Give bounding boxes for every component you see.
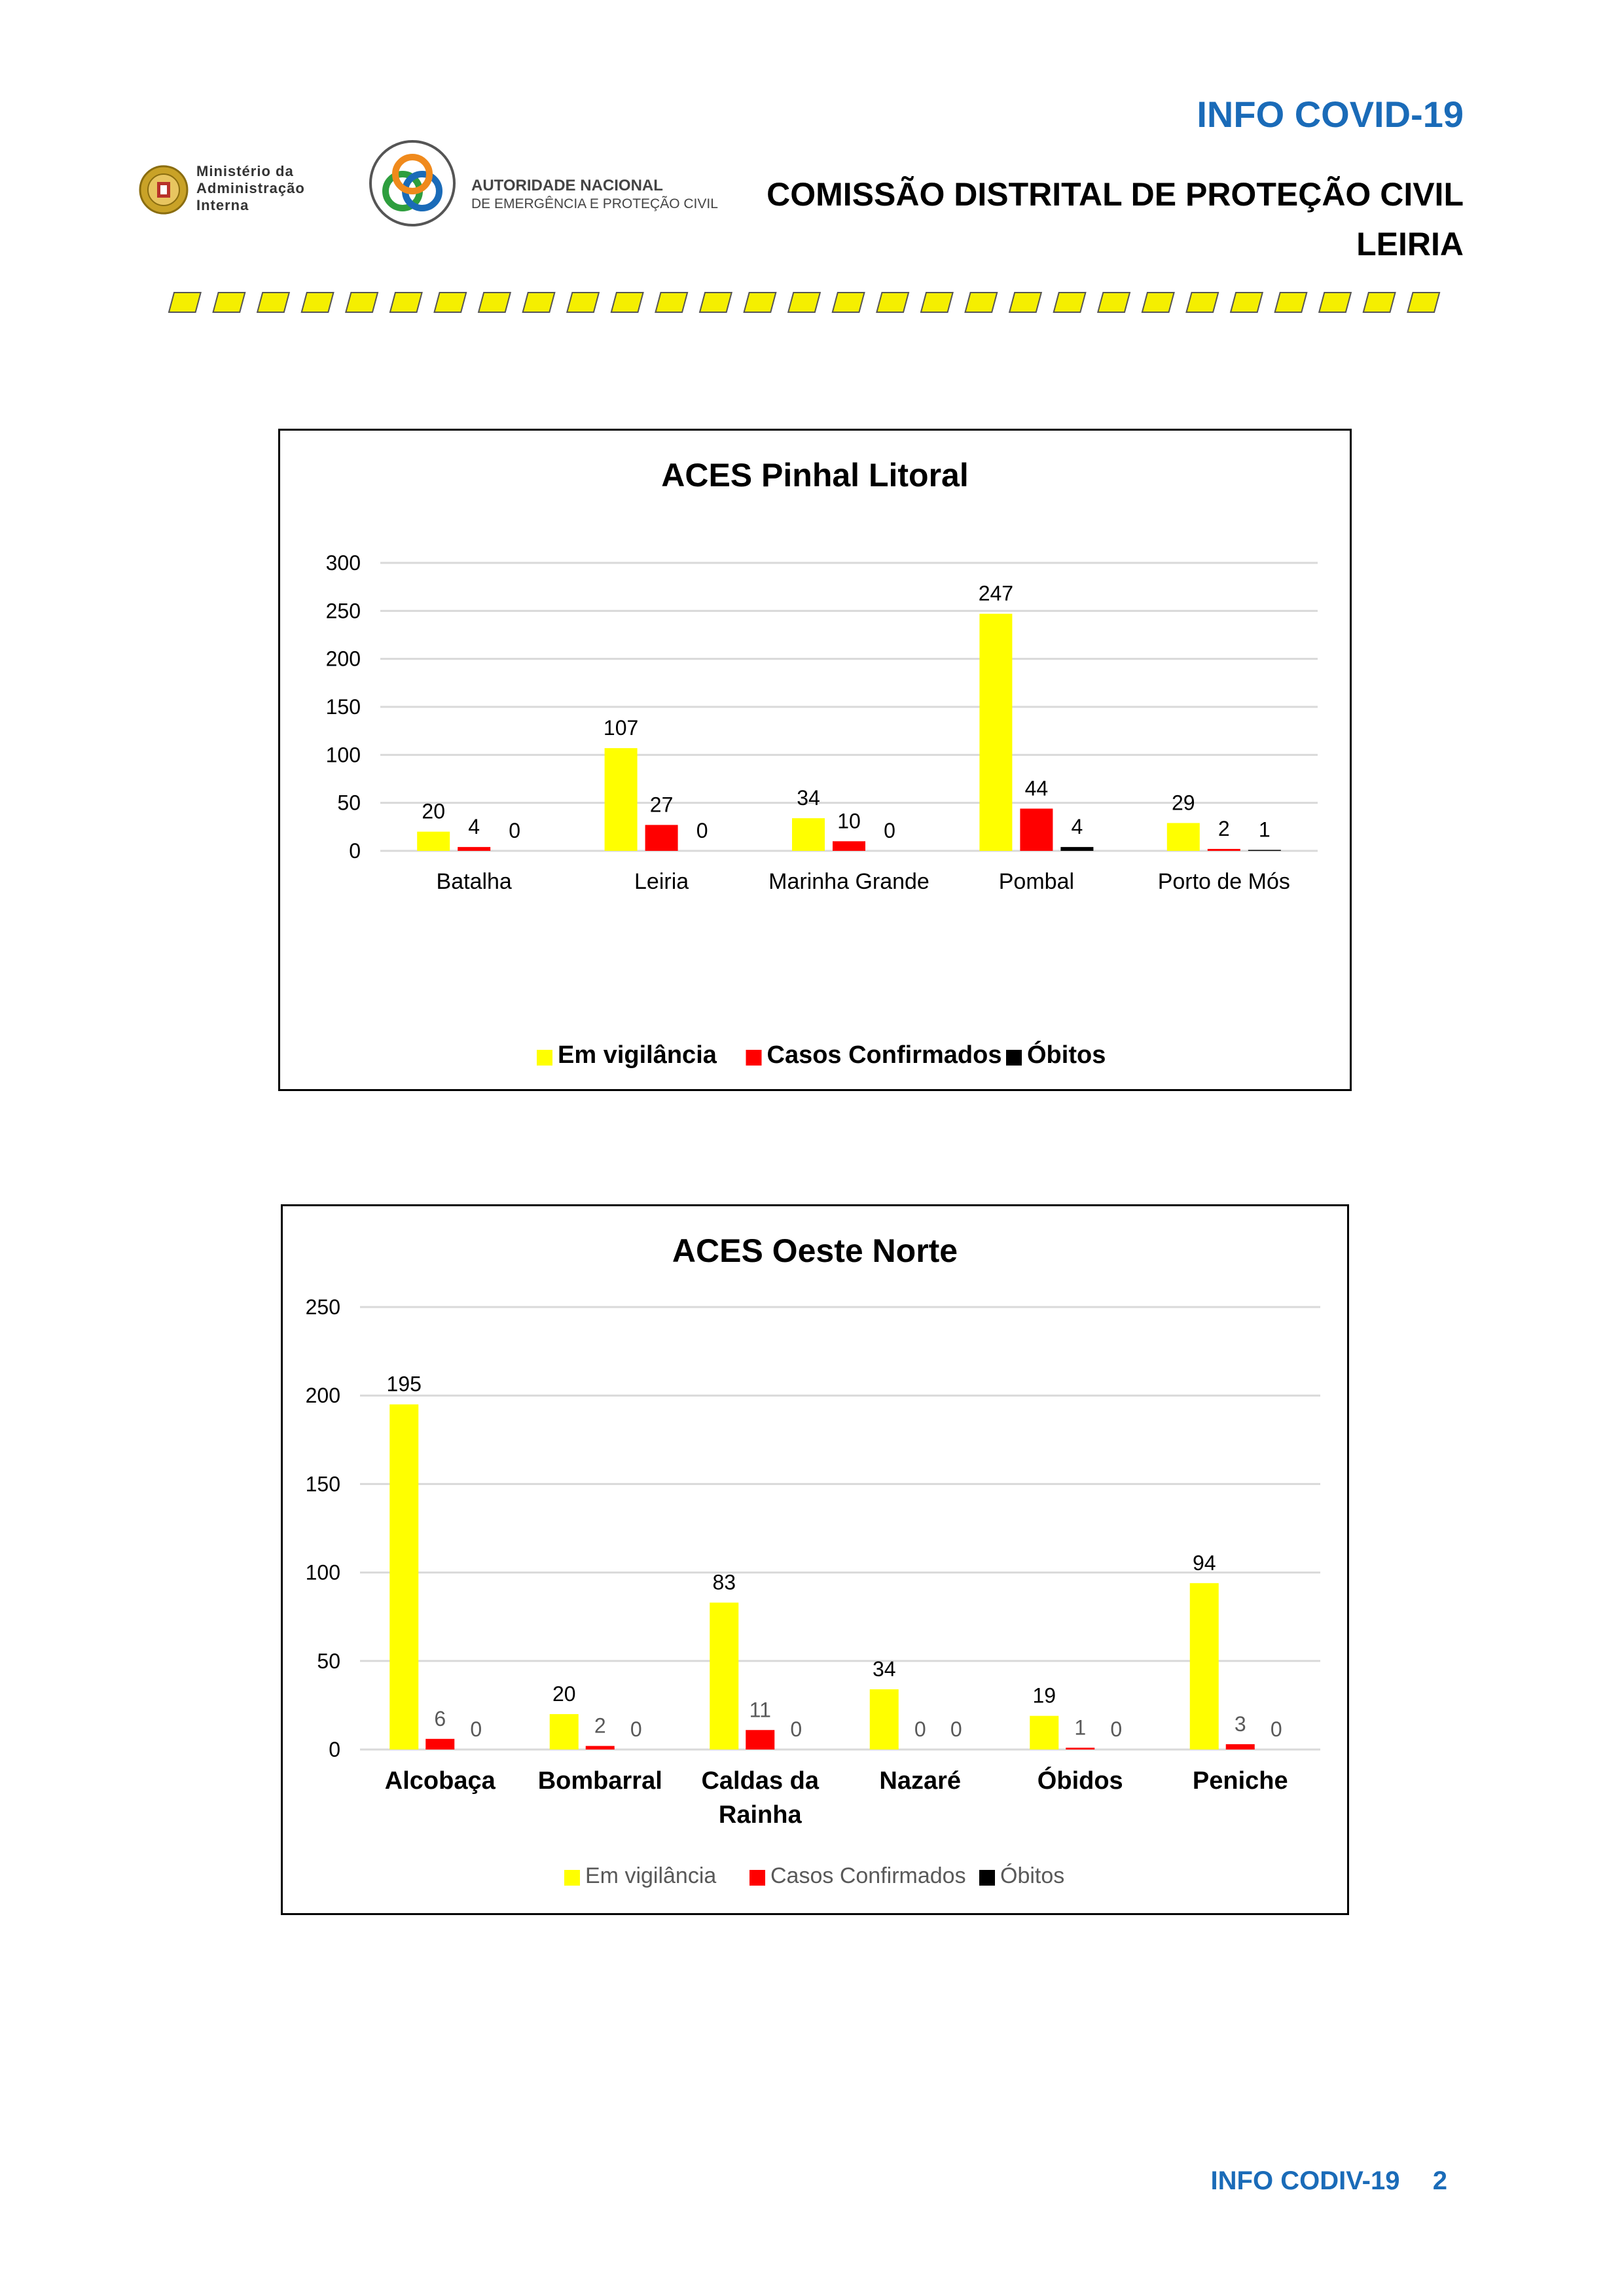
x-tick-label: Pombal — [998, 869, 1075, 894]
chart-oeste-norte-svg — [283, 1206, 1347, 1913]
data-label: 4 — [468, 815, 480, 839]
data-label: 34 — [872, 1657, 896, 1681]
bar — [605, 748, 638, 851]
data-label: 6 — [434, 1706, 446, 1731]
mai-logo-line: Interna — [196, 197, 249, 213]
stripe-segment — [1186, 293, 1218, 312]
data-label: 29 — [1172, 791, 1195, 815]
legend-swatch — [537, 1050, 552, 1066]
stripe-segment — [169, 293, 201, 312]
x-tick-label: Peniche — [1192, 1767, 1288, 1795]
y-tick-label: 50 — [317, 1649, 340, 1673]
bar — [1208, 849, 1240, 851]
page-number: 2 — [1432, 2166, 1447, 2195]
data-label: 0 — [509, 819, 521, 842]
stripe-segment — [390, 293, 422, 312]
bar — [417, 832, 450, 851]
y-tick-label: 250 — [325, 599, 361, 623]
data-label: 94 — [1192, 1551, 1216, 1575]
data-label: 0 — [696, 819, 708, 842]
bar — [1060, 847, 1093, 851]
stripe-segment — [1275, 293, 1307, 312]
stripe-segment — [744, 293, 776, 312]
bar — [792, 818, 825, 851]
hazard-stripe — [164, 291, 1447, 314]
stripe-segment — [921, 293, 953, 312]
bar — [1030, 1716, 1058, 1749]
data-label: 11 — [749, 1698, 771, 1722]
anepc-emblem-icon — [367, 137, 458, 229]
bar — [586, 1746, 615, 1749]
mai-logo-line: Ministério da — [196, 163, 294, 179]
stripe-segment — [435, 293, 467, 312]
page-title: INFO COVID-19 — [1197, 94, 1464, 135]
data-label: 0 — [1110, 1717, 1123, 1741]
stripe-segment — [1142, 293, 1174, 312]
y-tick-label: 150 — [325, 695, 361, 719]
data-label: 0 — [950, 1717, 962, 1741]
anepc-logo-line: DE EMERGÊNCIA E PROTEÇÃO CIVIL — [471, 196, 718, 211]
data-label: 34 — [797, 786, 820, 810]
chart-title: ACES Pinhal Litoral — [661, 457, 969, 493]
data-label: 0 — [790, 1717, 803, 1741]
legend-label: Óbitos — [1000, 1863, 1065, 1888]
x-tick-label: Óbidos — [1037, 1767, 1123, 1795]
bar — [1167, 823, 1200, 851]
data-label: 0 — [470, 1717, 482, 1741]
anepc-logo-line: AUTORIDADE NACIONAL — [471, 177, 663, 194]
bar — [833, 841, 865, 851]
bar — [979, 614, 1012, 851]
bar — [425, 1739, 454, 1749]
legend-swatch — [564, 1870, 580, 1886]
legend-swatch — [979, 1870, 995, 1886]
x-tick-label: Porto de Mós — [1157, 869, 1290, 894]
x-tick-label: Nazaré — [879, 1767, 962, 1795]
y-tick-label: 200 — [325, 647, 361, 671]
data-label: 247 — [978, 581, 1014, 605]
legend-swatch — [1006, 1050, 1022, 1066]
data-label: 0 — [914, 1717, 926, 1741]
data-label: 27 — [649, 793, 674, 817]
stripe-segment — [1054, 293, 1086, 312]
bar — [1226, 1744, 1255, 1749]
data-label: 107 — [603, 716, 639, 740]
stripe-segment — [700, 293, 732, 312]
y-tick-label: 250 — [305, 1295, 340, 1319]
y-tick-label: 0 — [349, 839, 361, 863]
bar — [1190, 1583, 1219, 1749]
mai-emblem-icon — [137, 164, 190, 216]
stripe-segment — [1319, 293, 1351, 312]
chart-pinhal-litoral — [278, 429, 1352, 1091]
mai-logo — [137, 160, 334, 219]
stripe-segment — [1009, 293, 1041, 312]
data-label: 0 — [630, 1717, 642, 1741]
y-tick-label: 0 — [329, 1738, 340, 1761]
bar — [746, 1730, 774, 1749]
legend-swatch — [749, 1870, 765, 1886]
y-tick-label: 50 — [337, 791, 361, 815]
bar — [458, 847, 490, 851]
page-footer — [1211, 2166, 1447, 2196]
bar — [550, 1714, 579, 1749]
stripe-segment — [833, 293, 865, 312]
footer-label: INFO CODIV-19 — [1210, 2166, 1400, 2195]
y-tick-label: 300 — [325, 551, 361, 575]
data-label: 20 — [552, 1681, 576, 1706]
data-label: 195 — [386, 1372, 422, 1396]
data-label: 1 — [1074, 1715, 1087, 1740]
x-tick-label: Caldas da — [701, 1767, 820, 1795]
stripe-segment — [1098, 293, 1130, 312]
legend-label: Em vigilância — [585, 1863, 717, 1888]
y-tick-label: 100 — [305, 1560, 340, 1585]
data-label: 10 — [837, 809, 861, 833]
stripe-segment — [302, 293, 334, 312]
data-label: 19 — [1032, 1683, 1056, 1708]
stripe-segment — [523, 293, 555, 312]
stripe-segment — [611, 293, 643, 312]
data-label: 0 — [884, 819, 895, 842]
y-tick-label: 150 — [305, 1472, 340, 1496]
stripe-segment — [1231, 293, 1263, 312]
stripe-segment — [1407, 293, 1439, 312]
bar — [870, 1689, 899, 1749]
data-label: 0 — [1270, 1717, 1282, 1741]
x-tick-label: Rainha — [718, 1801, 802, 1829]
stripe-segment — [257, 293, 289, 312]
data-label: 44 — [1024, 776, 1049, 800]
chart-pinhal-litoral-svg — [280, 431, 1350, 1089]
stripe-segment — [876, 293, 909, 312]
data-label: 1 — [1258, 817, 1271, 842]
bar — [1066, 1748, 1094, 1749]
stripe-segment — [1363, 293, 1396, 312]
legend-label: Óbitos — [1027, 1041, 1106, 1069]
legend-label: Casos Confirmados — [767, 1041, 1002, 1069]
bar — [645, 825, 678, 851]
bar — [710, 1603, 738, 1749]
anepc-logo — [367, 137, 733, 229]
x-tick-label: Bombarral — [537, 1767, 662, 1795]
legend-label: Casos Confirmados — [770, 1863, 966, 1888]
x-tick-label: Marinha Grande — [768, 869, 929, 894]
bar — [389, 1405, 418, 1749]
data-label: 3 — [1234, 1712, 1246, 1736]
y-tick-label: 100 — [325, 743, 361, 767]
bar — [1248, 850, 1281, 851]
stripe-segment — [788, 293, 820, 312]
x-tick-label: Leiria — [634, 869, 689, 894]
bar — [1020, 808, 1053, 851]
chart-oeste-norte — [281, 1204, 1349, 1915]
stripe-segment — [213, 293, 245, 312]
data-label: 4 — [1071, 815, 1083, 839]
data-label: 83 — [712, 1570, 736, 1594]
legend-label: Em vigilância — [558, 1041, 717, 1069]
stripe-segment — [655, 293, 687, 312]
data-label: 20 — [422, 799, 445, 823]
chart-title: ACES Oeste Norte — [672, 1232, 958, 1269]
x-tick-label: Alcobaça — [384, 1767, 496, 1795]
stripe-segment — [346, 293, 378, 312]
stripe-segment — [965, 293, 998, 312]
data-label: 2 — [1218, 817, 1230, 841]
mai-logo-line: Administração — [196, 180, 305, 196]
stripe-segment — [567, 293, 599, 312]
x-tick-label: Batalha — [436, 869, 512, 894]
legend-swatch — [746, 1050, 762, 1066]
page-subtitle: COMISSÃO DISTRITAL DE PROTEÇÃO CIVIL — [767, 176, 1464, 213]
stripe-segment — [478, 293, 511, 312]
district-name: LEIRIA — [1356, 226, 1464, 262]
data-label: 2 — [594, 1713, 606, 1738]
y-tick-label: 200 — [305, 1384, 340, 1408]
